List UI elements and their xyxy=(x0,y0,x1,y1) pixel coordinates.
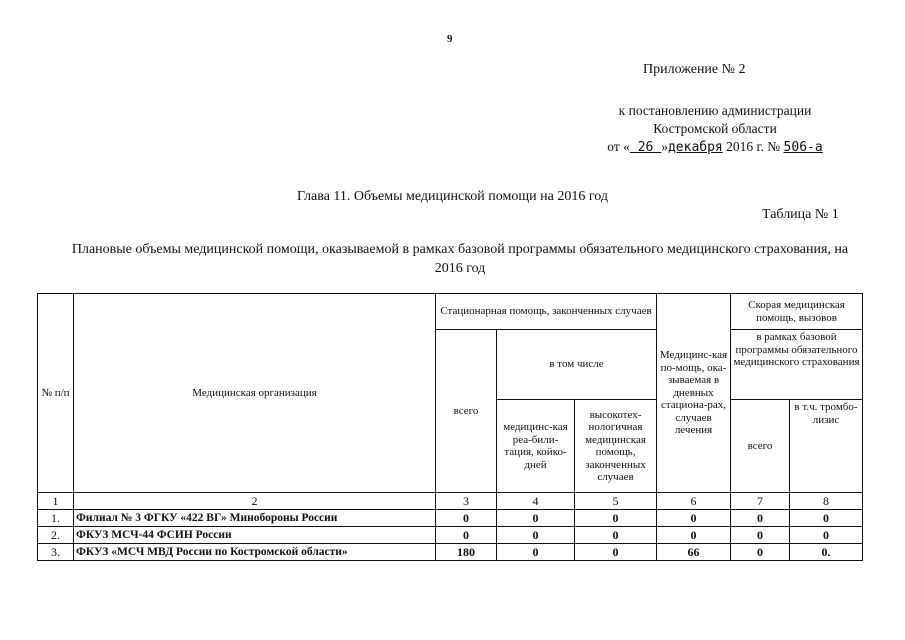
cell-value: 0 xyxy=(790,510,863,527)
cell-value: 180 xyxy=(436,544,497,561)
cell-value: 66 xyxy=(657,544,731,561)
cell-value: 0 xyxy=(575,544,657,561)
cell-value: 0 xyxy=(731,527,790,544)
cell-value: 0 xyxy=(731,544,790,561)
cell-value: 0 xyxy=(657,510,731,527)
decree-day: 26 xyxy=(629,140,662,155)
org-name: ФКУЗ «МСЧ МВД России по Костромской области» xyxy=(74,544,436,561)
row-number: 3. xyxy=(38,544,74,561)
cell-value: 0 xyxy=(575,510,657,527)
decree-prefix: от « xyxy=(607,139,630,154)
col-number: 6 xyxy=(657,493,731,510)
header-org: Медицинская организация xyxy=(74,294,436,493)
chapter-title-text: Глава 11. Объемы медицинской помощи на 2016 год xyxy=(297,189,608,204)
cell-value: 0 xyxy=(575,527,657,544)
cell-value: 0. xyxy=(790,544,863,561)
cell-value: 0 xyxy=(790,527,863,544)
col-number: 8 xyxy=(790,493,863,510)
cell-value: 0 xyxy=(497,544,575,561)
header-day-hospital: Медицинс-кая по-мощь, ока-зываемая в дневных стациона-рах, случаев лечения xyxy=(657,294,731,493)
cell-value: 0 xyxy=(497,527,575,544)
header-thrombolysis: в т.ч. тромбо-лизис xyxy=(790,400,863,493)
header-ambulance-sub: в рамках базовой программы обязательного медицинского страхования xyxy=(731,330,863,400)
row-number: 2. xyxy=(38,527,74,544)
header-inpatient: Стационарная помощь, законченных случаев xyxy=(436,294,657,330)
header-including: в том числе xyxy=(497,330,657,400)
chapter-title xyxy=(0,189,905,205)
table-row xyxy=(38,510,863,527)
appendix-label: Приложение № 2 xyxy=(643,62,746,77)
cell-value: 0 xyxy=(731,510,790,527)
col-number: 7 xyxy=(731,493,790,510)
decree-number: 506-а xyxy=(783,140,823,155)
page-number: 9 xyxy=(447,33,453,45)
cell-value: 0 xyxy=(436,510,497,527)
col-number: 2 xyxy=(74,493,436,510)
header-hitech: высокотех-нологичная медицинская помощь, законченных случаев xyxy=(575,400,657,493)
col-number: 4 xyxy=(497,493,575,510)
decree-date-line xyxy=(585,138,845,157)
table-title: Плановые объемы медицинской помощи, оказываемой в рамках базовой программы обязательного медицинского страхования, на 2016 год xyxy=(71,242,849,276)
header-amb-total: всего xyxy=(731,400,790,493)
header-rehab: медицинс-кая реа-били-тация, койко-дней xyxy=(497,400,575,493)
volumes-table xyxy=(37,293,863,561)
decree-mid: » xyxy=(661,139,668,154)
decree-line-1: к постановлению администрации xyxy=(618,103,812,118)
table-number: Таблица № 1 xyxy=(762,207,839,222)
table-row xyxy=(38,527,863,544)
col-number: 3 xyxy=(436,493,497,510)
org-name: Филиал № 3 ФГКУ «422 ВГ» Минобороны России xyxy=(74,510,436,527)
header-total: всего xyxy=(436,330,497,493)
cell-value: 0 xyxy=(657,527,731,544)
col-number: 1 xyxy=(38,493,74,510)
header-num: № п/п xyxy=(38,294,74,493)
cell-value: 0 xyxy=(497,510,575,527)
row-number: 1. xyxy=(38,510,74,527)
decree-year: 2016 г. № xyxy=(722,139,784,154)
decree-reference xyxy=(585,102,845,157)
table-row xyxy=(38,544,863,561)
col-number: 5 xyxy=(575,493,657,510)
org-name: ФКУЗ МСЧ-44 ФСИН России xyxy=(74,527,436,544)
cell-value: 0 xyxy=(436,527,497,544)
decree-month: декабря xyxy=(667,140,723,155)
decree-line-2: Костромской области xyxy=(653,121,777,136)
header-ambulance: Скорая медицинская помощь, вызовов xyxy=(731,294,863,330)
